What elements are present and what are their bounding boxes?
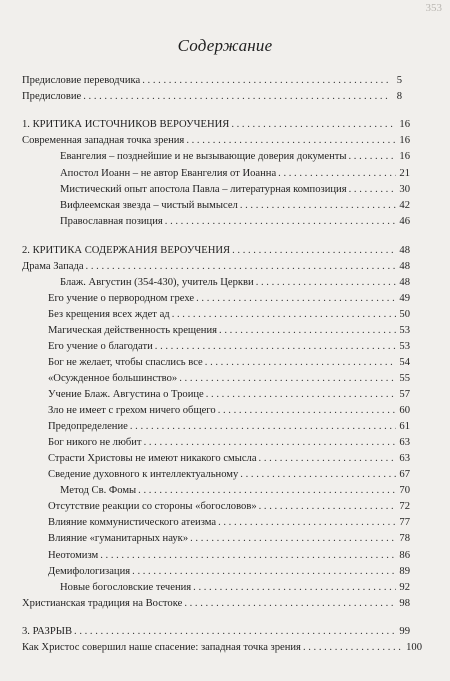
toc-entry-page: 50: [399, 309, 410, 320]
toc-entry: [22, 624, 410, 640]
toc-entry: [22, 89, 402, 105]
toc-entry-title: Христианская традиция на Востоке: [22, 598, 183, 609]
toc-entry-title: Предопределение: [48, 421, 128, 432]
toc-entry-page: 70: [399, 485, 410, 496]
toc-leader-dots: [130, 419, 396, 435]
toc-entry: [60, 214, 410, 230]
toc-entry-title: Мистический опыт апостола Павла – литературная композиция: [60, 184, 347, 195]
toc-entry-page: 77: [399, 517, 410, 528]
toc-leader-dots: [256, 275, 396, 291]
toc-entry: [60, 580, 410, 596]
toc-entry: [60, 483, 410, 499]
toc-entry-title: Предисловие переводчика: [22, 75, 141, 86]
toc-leader-dots: [172, 307, 396, 323]
toc-entry: [22, 243, 410, 259]
toc-entry-title: Магическая действенность крещения: [48, 325, 218, 336]
toc-entry-title: Демифологизация: [48, 566, 131, 577]
toc-leader-dots: [155, 339, 396, 355]
toc-entry-title: Бог никого не любит: [48, 437, 142, 448]
toc-entry: [60, 198, 410, 214]
toc-leader-dots: [132, 564, 396, 580]
toc-entry-page: 16: [399, 119, 410, 130]
toc-entry-title: Его учение о благодати: [48, 341, 153, 352]
toc-entry-title: Отсутствие реакции со стороны «богословов»: [48, 501, 257, 512]
toc-entry-title: Метод Св. Фомы: [60, 485, 137, 496]
toc-leader-dots: [303, 640, 404, 656]
toc-entry-title: Евангелия – позднейшие и не вызывающие доверия документы: [60, 151, 347, 162]
toc-leader-dots: [142, 73, 388, 89]
corner-page-number: 353: [425, 2, 442, 14]
toc-leader-dots: [138, 483, 396, 499]
toc-entry: [60, 166, 410, 182]
toc-entry: [48, 291, 410, 307]
toc-entry-title: Драма Запада: [22, 261, 84, 272]
toc-entry: [22, 117, 410, 133]
toc-entry-page: 99: [399, 626, 410, 637]
toc-leader-dots: [278, 166, 396, 182]
toc-entry-page: 61: [399, 421, 410, 432]
toc-entry-page: 16: [399, 135, 410, 146]
toc-entry: [22, 73, 402, 89]
toc-entry: [48, 323, 410, 339]
toc-leader-dots: [206, 387, 396, 403]
toc-leader-dots: [74, 624, 396, 640]
toc-leader-dots: [205, 355, 396, 371]
toc-leader-dots: [165, 214, 396, 230]
toc-leader-dots: [349, 149, 397, 165]
toc-leader-dots: [190, 531, 396, 547]
toc-entry-page: 57: [399, 389, 410, 400]
toc-entry-page: 48: [399, 261, 410, 272]
toc-entry: [22, 133, 410, 149]
toc-leader-dots: [259, 499, 396, 515]
toc-entry-page: 89: [399, 566, 410, 577]
toc-leader-dots: [240, 198, 396, 214]
toc-entry: [48, 387, 410, 403]
toc-entry-page: 63: [399, 437, 410, 448]
toc-entry-page: 46: [399, 216, 410, 227]
toc-leader-dots: [144, 435, 396, 451]
toc-entry: [22, 640, 422, 656]
toc-leader-dots: [86, 259, 396, 275]
toc-leader-dots: [232, 243, 396, 259]
toc-entry-page: 78: [399, 533, 410, 544]
toc-entry-title: Блаж. Августин (354-430), учитель Церкви: [60, 277, 254, 288]
toc-entry: [48, 339, 410, 355]
toc-entry-page: 8: [396, 91, 402, 102]
toc-entry-title: Вифлеемская звезда – чистый вымысел: [60, 200, 238, 211]
toc-entry-title: Его учение о первородном грехе: [48, 293, 195, 304]
toc-entry-page: 60: [399, 405, 410, 416]
toc-entry-page: 86: [399, 550, 410, 561]
toc-entry-page: 100: [406, 642, 422, 653]
toc-entry: [48, 435, 410, 451]
toc-entry-page: 72: [399, 501, 410, 512]
toc-entry-page: 21: [399, 168, 410, 179]
toc-entry-page: 48: [399, 245, 410, 256]
toc-entry: [22, 596, 410, 612]
toc-entry: [48, 403, 410, 419]
toc-entry-page: 30: [399, 184, 410, 195]
toc-entry-page: 55: [399, 373, 410, 384]
toc-entry: [48, 355, 410, 371]
toc-entry-page: 48: [399, 277, 410, 288]
toc-entry-title: Апостол Иоанн – не автор Евангелия от Иоанна: [60, 168, 277, 179]
toc-leader-dots: [218, 403, 396, 419]
toc-entry-title: Учение Блаж. Августина о Троице: [48, 389, 204, 400]
toc-leader-dots: [259, 451, 396, 467]
toc-leader-dots: [240, 467, 396, 483]
toc-leader-dots: [231, 117, 396, 133]
toc-entry: [48, 515, 410, 531]
toc-entry-title: Бог не желает, чтобы спаслись все: [48, 357, 203, 368]
toc-leader-dots: [100, 548, 396, 564]
toc-entry-title: Влияние коммунистического атеизма: [48, 517, 217, 528]
toc-entry-page: 54: [399, 357, 410, 368]
toc-entry: [48, 451, 410, 467]
toc-entry-title: 3. РАЗРЫВ: [22, 626, 73, 637]
toc-entry-title: «Осужденное большинство»: [48, 373, 178, 384]
toc-entry: [48, 467, 410, 483]
toc-entry-title: Страсти Христовы не имеют никакого смысла: [48, 453, 257, 464]
toc-entry-title: Предисловие: [22, 91, 82, 102]
toc-entry: [60, 182, 410, 198]
toc-entry-title: 1. КРИТИКА ИСТОЧНИКОВ ВЕРОУЧЕНИЯ: [22, 119, 230, 130]
toc-leader-dots: [219, 323, 396, 339]
toc-entry-title: 2. КРИТИКА СОДЕРЖАНИЯ ВЕРОУЧЕНИЯ: [22, 245, 231, 256]
toc-leader-dots: [218, 515, 396, 531]
toc-entry: [48, 548, 410, 564]
toc-entry-page: 92: [399, 582, 410, 593]
toc-entry: [48, 499, 410, 515]
toc-entry: [48, 307, 410, 323]
toc-entry-title: Как Христос совершил наше спасение: западная точка зрения: [22, 642, 301, 653]
toc-entry: [60, 275, 410, 291]
toc-leader-dots: [193, 580, 396, 596]
toc-entry: [60, 149, 410, 165]
toc-entry-title: Новые богословские течения: [60, 582, 192, 593]
toc-entry: [48, 531, 410, 547]
toc-leader-dots: [179, 371, 396, 387]
toc-entry-title: Без крещения всех ждет ад: [48, 309, 170, 320]
toc-entry: [48, 564, 410, 580]
toc-entry-page: 16: [399, 151, 410, 162]
toc-entry-title: Влияние «гуманитарных наук»: [48, 533, 189, 544]
toc-entry-page: 98: [399, 598, 410, 609]
toc-entry: [48, 371, 410, 387]
toc-entry-title: Современная западная точка зрения: [22, 135, 185, 146]
toc-entry-page: 5: [396, 75, 402, 86]
toc-leader-dots: [184, 596, 396, 612]
toc-entry-page: 63: [399, 453, 410, 464]
toc-entry-page: 53: [399, 325, 410, 336]
toc-entry-title: Сведение духовного к интеллектуальному: [48, 469, 239, 480]
toc-entry-page: 67: [399, 469, 410, 480]
toc-entry-title: Зло не имеет с грехом ничего общего: [48, 405, 216, 416]
toc-leader-dots: [349, 182, 396, 198]
toc-entry-title: Неотомизм: [48, 550, 99, 561]
toc-entry: [48, 419, 410, 435]
toc-leader-dots: [186, 133, 396, 149]
toc-entry-page: 42: [399, 200, 410, 211]
toc-entry-page: 49: [399, 293, 410, 304]
toc-entry-page: 53: [399, 341, 410, 352]
toc-entry: [22, 259, 410, 275]
toc-entry-title: Православная позиция: [60, 216, 163, 227]
page-title: Содержание: [177, 36, 273, 55]
toc-leader-dots: [196, 291, 396, 307]
toc-leader-dots: [83, 89, 388, 105]
